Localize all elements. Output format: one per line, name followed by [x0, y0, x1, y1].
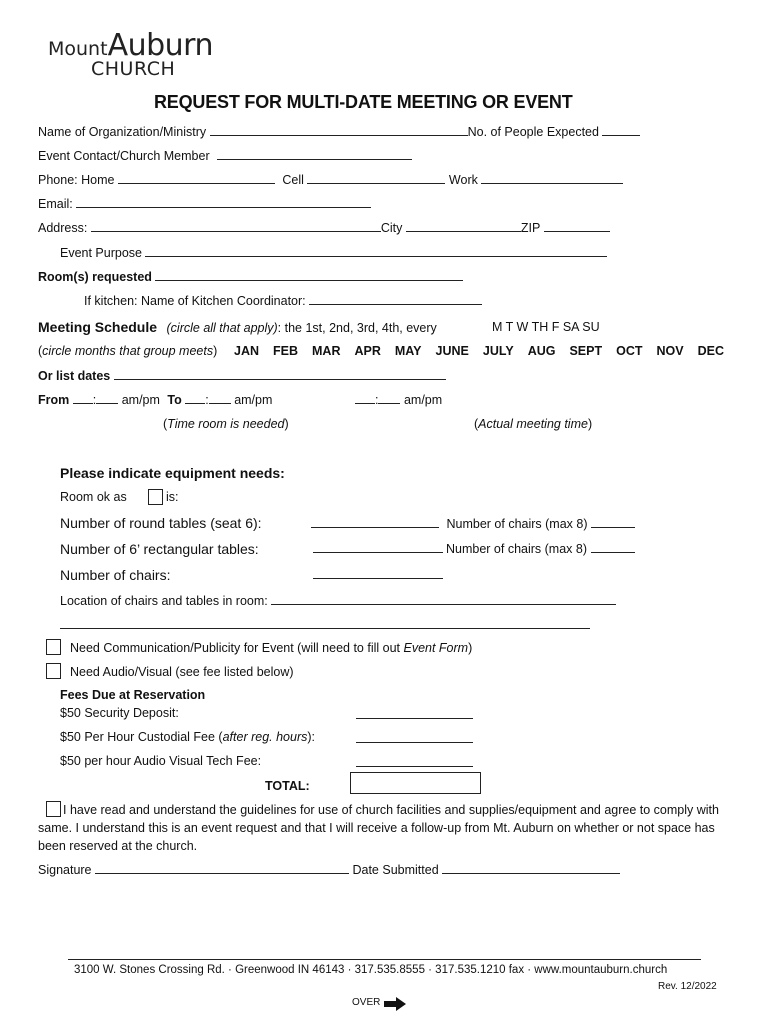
av-tech-label: $50 per hour Audio Visual Tech Fee:: [60, 754, 262, 768]
equipment-heading: Please indicate equipment needs:: [60, 465, 285, 481]
months-note: (circle months that group meets): [38, 344, 218, 358]
org-label: Name of Organization/Ministry: [38, 125, 207, 139]
list-dates-field[interactable]: [114, 368, 446, 380]
custodial-text: $50 Per Hour Custodial Fee (: [60, 730, 223, 744]
signature-row: [38, 862, 620, 877]
month-options: [234, 344, 738, 358]
org-field[interactable]: [210, 124, 468, 136]
zip-field[interactable]: [544, 220, 610, 232]
month-option[interactable]: NOV: [656, 344, 684, 358]
ampm-3: am/pm: [403, 393, 443, 407]
total-label: TOTAL:: [265, 779, 310, 793]
deposit-label: $50 Security Deposit:: [60, 706, 179, 720]
audio-visual-label: Need Audio/Visual (see fee listed below): [70, 665, 294, 679]
address-label: Address:: [38, 221, 88, 235]
time-room-note: (Time room is needed): [163, 417, 289, 431]
zip-label: ZIP: [520, 221, 541, 235]
custodial-row: [356, 731, 473, 746]
arrow-right-icon: [384, 997, 406, 1014]
contact-row: [38, 148, 412, 163]
month-option[interactable]: MAR: [312, 344, 341, 358]
num-chairs-field[interactable]: [313, 567, 443, 579]
av-tech-field[interactable]: [356, 755, 473, 767]
date-submitted-label: Date Submitted: [352, 863, 439, 877]
rect-tables-label: Number of 6’ rectangular tables:: [60, 541, 259, 557]
agreement-checkbox[interactable]: [46, 801, 61, 817]
communication-checkbox[interactable]: [46, 639, 61, 655]
time-room-text: Time room is needed: [167, 417, 285, 431]
cell-field[interactable]: [307, 172, 445, 184]
months-row: [38, 344, 217, 358]
month-option[interactable]: APR: [354, 344, 381, 358]
room-ok-label: Room ok as: [60, 490, 127, 504]
month-option[interactable]: OCT: [616, 344, 643, 358]
purpose-field[interactable]: [145, 245, 607, 257]
signature-label: Signature: [38, 863, 92, 877]
actual-hour[interactable]: [355, 392, 375, 404]
footer-rule: [68, 959, 701, 960]
email-field[interactable]: [76, 196, 371, 208]
to-minute[interactable]: [209, 392, 231, 404]
month-option[interactable]: AUG: [527, 344, 556, 358]
month-option[interactable]: MAY: [394, 344, 422, 358]
custodial-label: [60, 730, 315, 744]
city-label: City: [380, 221, 403, 235]
chairs-max-1-field[interactable]: [591, 516, 635, 528]
num-chairs-label: Number of chairs:: [60, 567, 171, 583]
schedule-label: Meeting Schedule: [38, 319, 158, 335]
signature-field[interactable]: [95, 862, 349, 874]
av-tech-row: [356, 755, 473, 770]
contact-label: Event Contact/Church Member: [38, 149, 210, 163]
people-label: No. of People Expected: [467, 125, 599, 139]
rect-tables-field[interactable]: [313, 541, 443, 553]
agreement-line-3: been reserved at the church.: [38, 839, 198, 853]
custodial-close: ):: [307, 730, 315, 744]
months-note-text: circle months that group meets: [42, 344, 214, 358]
kitchen-label: If kitchen: Name of Kitchen Coordinator:: [84, 294, 306, 308]
fees-heading: Fees Due at Reservation: [60, 688, 206, 702]
logo-mount: Mount: [48, 38, 108, 60]
custodial-hours: after reg. hours: [222, 730, 308, 744]
over-label: OVER: [352, 997, 381, 1008]
location-row: [60, 593, 616, 608]
from-label: From: [38, 393, 70, 407]
ampm-2: am/pm: [234, 393, 273, 407]
deposit-row: [356, 707, 473, 722]
communication-close: ): [468, 641, 473, 655]
communication-label: [70, 641, 472, 655]
to-label: To: [167, 393, 182, 407]
list-dates-label: Or list dates: [38, 369, 111, 383]
people-field[interactable]: [602, 124, 640, 136]
chairs-max-1-label: Number of chairs (max 8): [446, 517, 588, 531]
phone-row: [38, 172, 623, 187]
work-field[interactable]: [481, 172, 623, 184]
date-submitted-field[interactable]: [442, 862, 620, 874]
logo-church: CHURCH: [91, 58, 176, 80]
month-option[interactable]: JUNE: [435, 344, 469, 358]
contact-field[interactable]: [217, 148, 412, 160]
month-option[interactable]: JULY: [482, 344, 514, 358]
kitchen-field[interactable]: [309, 293, 482, 305]
week-options[interactable]: : the 1st, 2nd, 3rd, 4th, every: [277, 321, 437, 335]
location-label: Location of chairs and tables in room:: [60, 594, 268, 608]
rect-tables-row: [313, 541, 635, 556]
email-row: [38, 196, 371, 211]
from-minute[interactable]: [96, 392, 118, 404]
schedule-row: [38, 319, 437, 335]
time-row: From : am/pm To : am/pm: [38, 393, 273, 407]
city-field[interactable]: [406, 220, 521, 232]
to-hour[interactable]: [185, 392, 205, 404]
cell-label: Cell: [282, 173, 304, 187]
location-row-2: [60, 617, 590, 632]
ampm-1: am/pm: [121, 393, 160, 407]
total-field[interactable]: [350, 772, 481, 794]
month-option[interactable]: DEC: [697, 344, 725, 358]
footer-revision: Rev. 12/2022: [658, 981, 717, 992]
chairs-max-2-field[interactable]: [591, 541, 635, 553]
agreement-line-2: same. I understand this is an event request and that I will receive a follow-up from Mt. Auburn on whether or not space has: [38, 821, 715, 835]
room-ok-is: is:: [166, 490, 179, 504]
chairs-max-2-label: Number of chairs (max 8): [446, 542, 588, 556]
month-option[interactable]: SEPT: [569, 344, 603, 358]
rooms-label: Room(s) requested: [38, 270, 152, 284]
purpose-row: [60, 245, 607, 260]
email-label: Email:: [38, 197, 73, 211]
event-form-text: Event Form: [403, 641, 469, 655]
round-tables-label: Number of round tables (seat 6):: [60, 515, 262, 531]
location-field[interactable]: [271, 593, 616, 605]
footer-address: 3100 W. Stones Crossing Rd. · Greenwood IN 46143 · 317.535.8555 · 317.535.1210 fax · www.mountauburn.church: [74, 964, 668, 976]
audio-visual-checkbox[interactable]: [46, 663, 61, 679]
phone-home-label: Phone: Home: [38, 173, 115, 187]
page-title: REQUEST FOR MULTI-DATE MEETING OR EVENT: [154, 92, 573, 112]
deposit-field[interactable]: [356, 707, 473, 719]
month-option[interactable]: FEB: [273, 344, 299, 358]
actual-time-note: (Actual meeting time): [474, 417, 593, 431]
kitchen-row: [84, 293, 482, 308]
communication-text: Need Communication/Publicity for Event (will need to fill out: [70, 641, 404, 655]
location-field-2[interactable]: [60, 617, 590, 629]
day-options[interactable]: M T W TH F SA SU: [492, 320, 600, 334]
logo-auburn: Auburn: [107, 28, 213, 63]
num-chairs-row: [313, 567, 443, 582]
round-tables-field[interactable]: [311, 516, 439, 528]
actual-time-row: : am/pm: [355, 392, 442, 407]
purpose-label: Event Purpose: [60, 246, 142, 260]
address-row: [38, 220, 610, 235]
agreement-line-1: I have read and understand the guidelines for use of church facilities and supplies/equipment and agree to comply with: [63, 803, 719, 817]
rooms-field[interactable]: [155, 269, 463, 281]
custodial-field[interactable]: [356, 731, 473, 743]
list-dates-row: [38, 368, 446, 383]
org-row: [38, 124, 640, 139]
address-field[interactable]: [91, 220, 381, 232]
circle-all-note: (circle all that apply): [166, 321, 278, 335]
month-option[interactable]: JAN: [234, 344, 260, 358]
room-ok-checkbox[interactable]: [148, 489, 163, 505]
phone-home-field[interactable]: [118, 172, 275, 184]
actual-time-text: Actual meeting time: [478, 417, 588, 431]
rooms-row: [38, 269, 463, 284]
round-tables-row: [311, 516, 635, 531]
from-hour[interactable]: [73, 392, 93, 404]
work-label: Work: [448, 173, 478, 187]
actual-minute[interactable]: [378, 392, 400, 404]
